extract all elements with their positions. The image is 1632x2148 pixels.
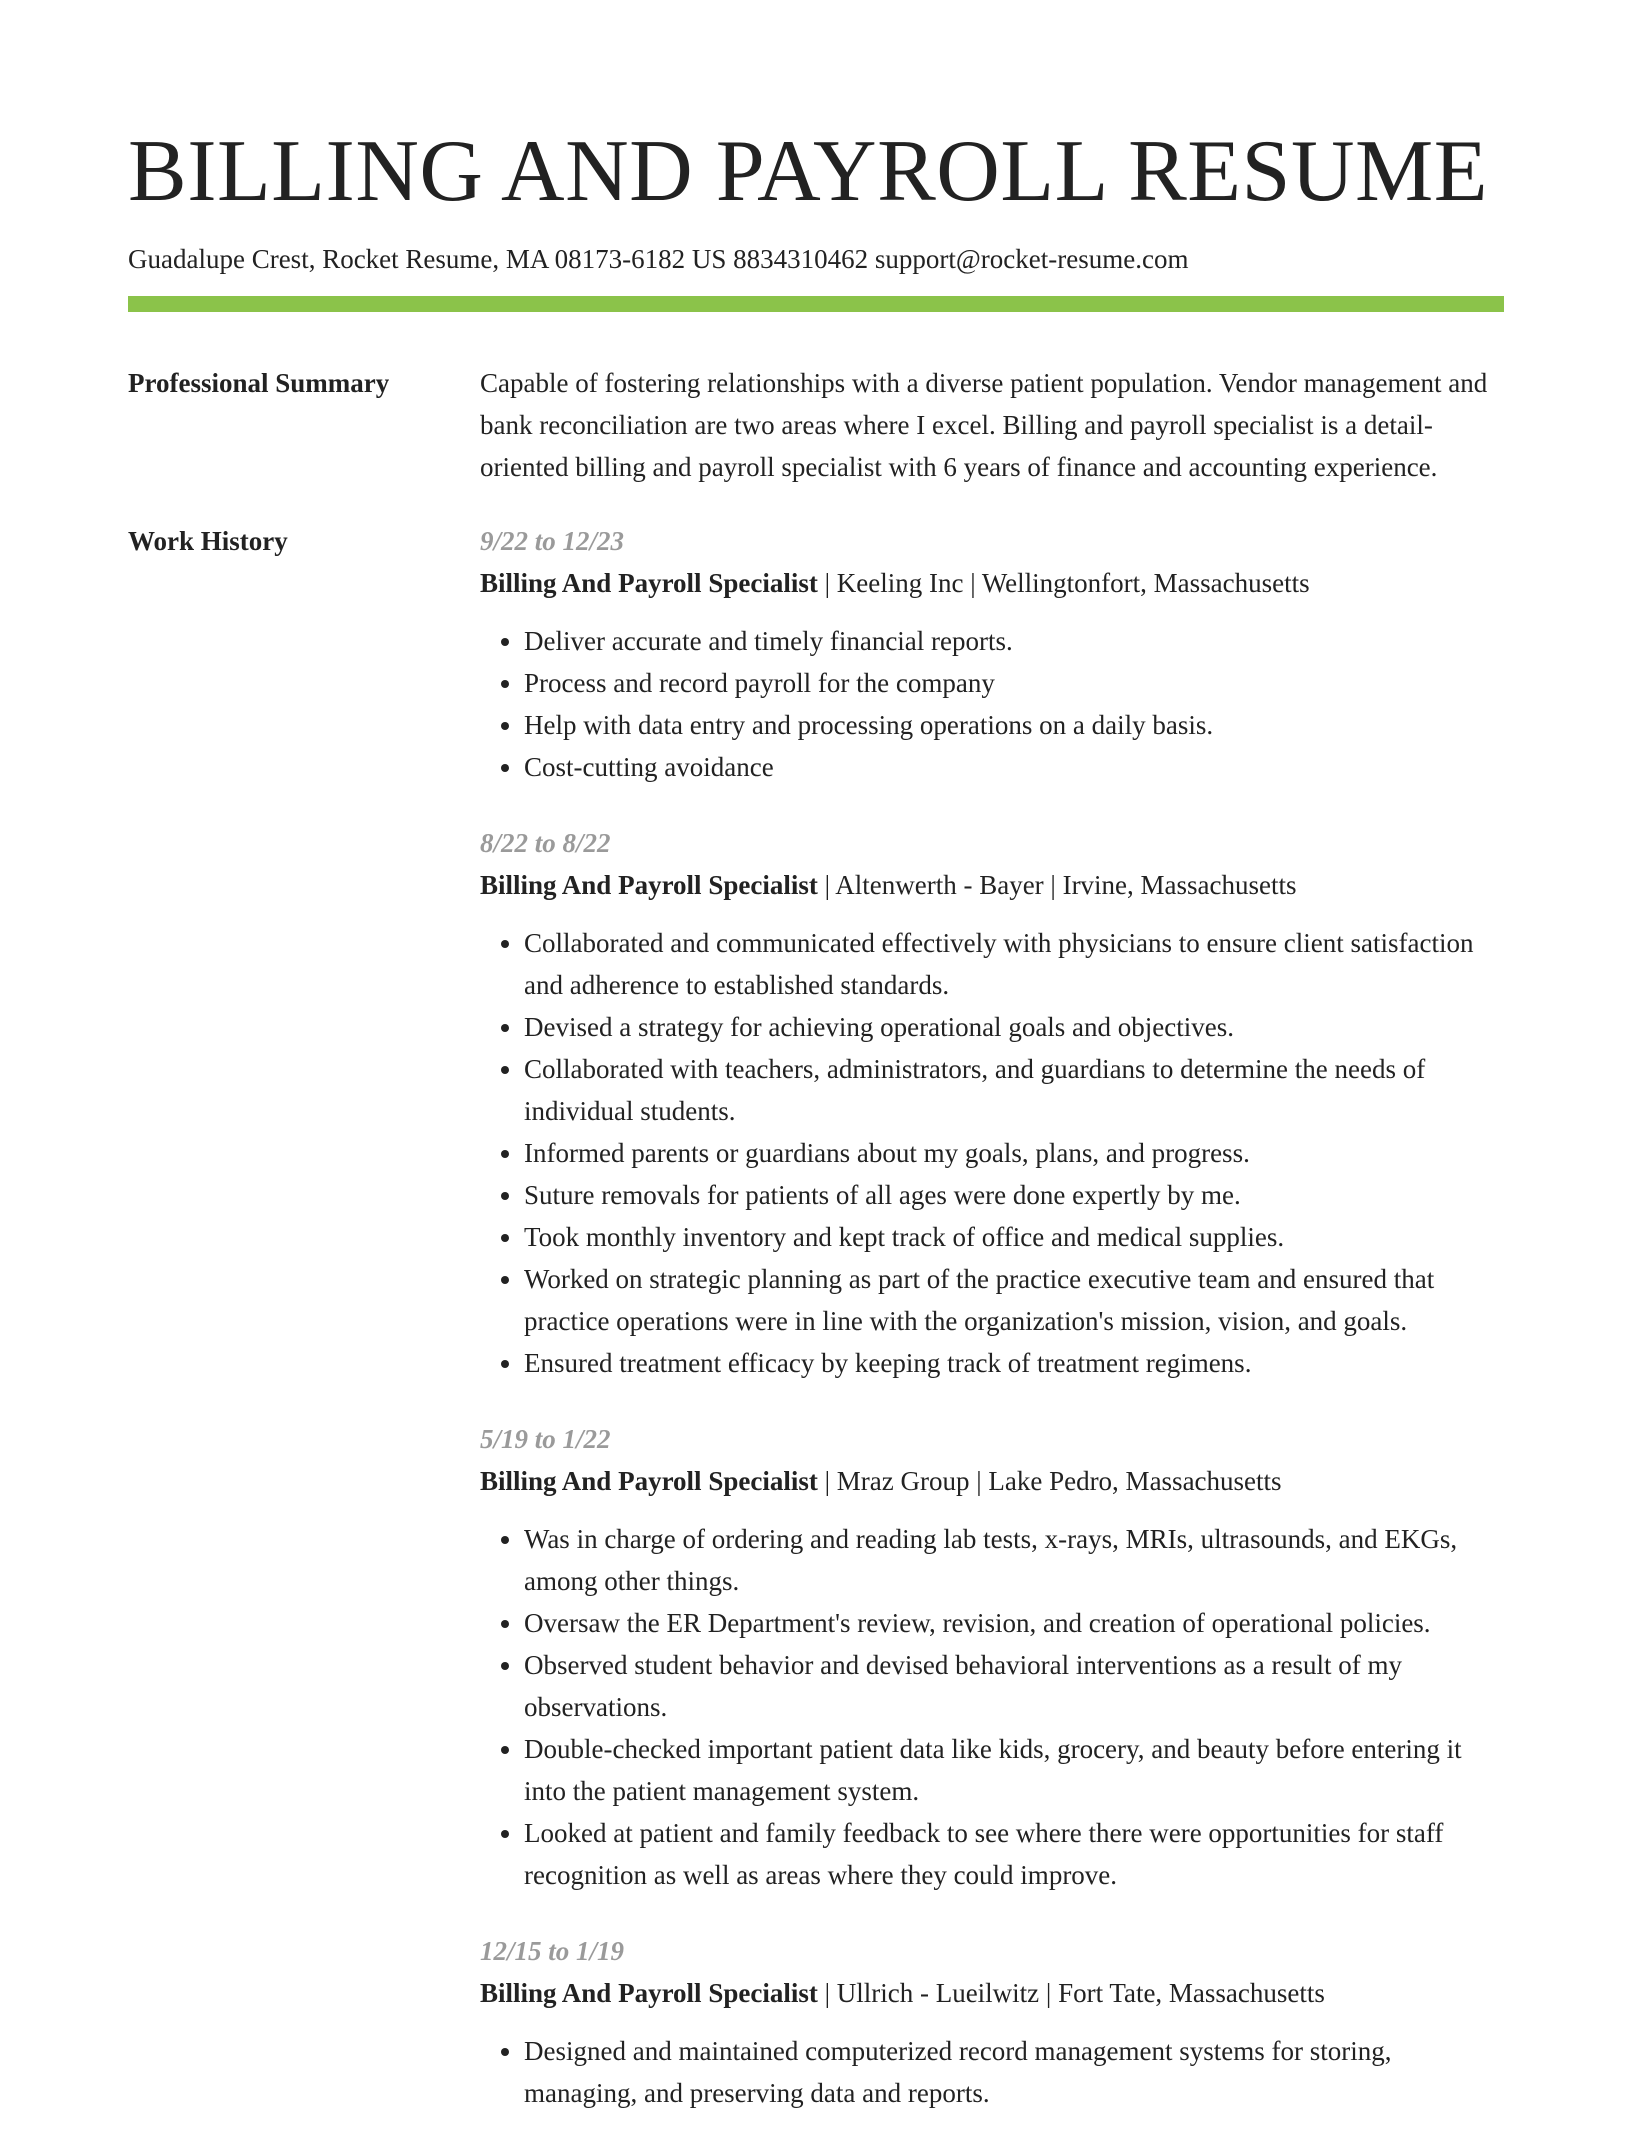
- job-separator: |: [817, 870, 836, 900]
- job-location: Lake Pedro, Massachusetts: [988, 1466, 1282, 1496]
- job-bullet-item: • Process and record payroll for the company: [524, 662, 1504, 704]
- accent-divider: [128, 296, 1504, 312]
- job-dates: 8/22 to 8/22: [480, 828, 611, 858]
- job-dates: 9/22 to 12/23: [480, 526, 625, 556]
- job-bullet-item: • Collaborated with teachers, administrators, and guardians to determine the needs of individual students.: [524, 1048, 1504, 1132]
- job-separator: |: [817, 568, 837, 598]
- summary-section: [128, 362, 1504, 488]
- job-bullet-item: • Suture removals for patients of all ages were done expertly by me.: [524, 1174, 1504, 1216]
- job-bullet-item: • Collaborated and communicated effectively with physicians to ensure client satisfaction and adherence to established standards.: [524, 922, 1504, 1006]
- job-location: Irvine, Massachusetts: [1062, 870, 1297, 900]
- job-company: Keeling Inc: [836, 568, 964, 598]
- job-bullet-item: • Oversaw the ER Department's review, revision, and creation of operational policies.: [524, 1602, 1504, 1644]
- summary-heading: Professional Summary: [128, 368, 390, 398]
- job-bullet-item: • Cost-cutting avoidance: [524, 746, 1504, 788]
- work-history-list: [480, 520, 1504, 2148]
- work-history-section: [128, 520, 1504, 2148]
- job-company: Ullrich - Lueilwitz: [836, 1978, 1040, 2008]
- job-company: Altenwerth - Bayer: [835, 870, 1044, 900]
- job-location: Wellingtonfort, Massachusetts: [981, 568, 1310, 598]
- job-separator: |: [1039, 1978, 1059, 2008]
- job-bullet-item: • Deliver accurate and timely financial reports.: [524, 620, 1504, 662]
- job-bullet-item: • Devised a strategy for achieving operational goals and objectives.: [524, 1006, 1504, 1048]
- resume-title: BILLING AND PAYROLL RESUME: [128, 123, 1489, 220]
- job-bullet-item: • Informed parents or guardians about my goals, plans, and progress.: [524, 1132, 1504, 1174]
- job-bullet-list: [480, 1518, 1504, 1896]
- job-title: Billing And Payroll Specialist: [480, 1466, 818, 1496]
- job-title: Billing And Payroll Specialist: [480, 568, 818, 598]
- summary-text: Capable of fostering relationships with a diverse patient population. Vendor management and bank reconciliation are two areas where I excel. Billing and payroll specialist is a detail-oriented billing and payroll specialist with 6 years of finance and accounting experience.: [480, 368, 1488, 482]
- job-bullet-item: • Worked on strategic planning as part of the practice executive team and ensured that practice operations were in line with the organization's mission, vision, and goals.: [524, 1258, 1504, 1342]
- job-title: Billing And Payroll Specialist: [480, 870, 818, 900]
- job-separator: |: [969, 1466, 989, 1496]
- job-bullet-list: [480, 620, 1504, 788]
- job-bullet-item: • Help with data entry and processing operations on a daily basis.: [524, 704, 1504, 746]
- job-dates: 5/19 to 1/22: [480, 1424, 611, 1454]
- job-dates: 12/15 to 1/19: [480, 1936, 625, 1966]
- job-heading-line: [480, 1460, 1504, 1502]
- resume-page: [128, 0, 1504, 2148]
- job-separator: |: [1043, 870, 1063, 900]
- job-bullet-item: • Double-checked important patient data like kids, grocery, and beauty before entering it into the patient management system.: [524, 1728, 1504, 1812]
- job-bullet-item: • Ensured treatment efficacy by keeping track of treatment regimens.: [524, 1342, 1504, 1384]
- job-heading-line: [480, 864, 1504, 906]
- job-entry: [480, 1418, 1504, 1896]
- job-bullet-item: • Took monthly inventory and kept track of office and medical supplies.: [524, 1216, 1504, 1258]
- job-bullet-item: • Looked at patient and family feedback to see where there were opportunities for staff recognition as well as areas where they could improve.: [524, 1812, 1504, 1896]
- job-title: Billing And Payroll Specialist: [480, 1978, 818, 2008]
- job-bullet-item: • Designed and maintained computerized record management systems for storing, managing, and preserving data and reports.: [524, 2030, 1504, 2114]
- job-company: Mraz Group: [836, 1466, 970, 1496]
- contact-line: Guadalupe Crest, Rocket Resume, MA 08173-6182 US 8834310462 support@rocket-resume.com: [128, 244, 1189, 274]
- work-history-heading: Work History: [128, 526, 288, 556]
- job-heading-line: [480, 562, 1504, 604]
- job-separator: |: [963, 568, 982, 598]
- job-bullet-item: • Was in charge of ordering and reading lab tests, x-rays, MRIs, ultrasounds, and EKGs, among other things.: [524, 1518, 1504, 1602]
- job-entry: [480, 822, 1504, 1384]
- job-separator: |: [817, 1978, 837, 2008]
- job-entry: [480, 1930, 1504, 2114]
- job-entry: [480, 520, 1504, 788]
- job-heading-line: [480, 1972, 1504, 2014]
- job-location: Fort Tate, Massachusetts: [1058, 1978, 1325, 2008]
- job-separator: |: [817, 1466, 837, 1496]
- job-bullet-item: • Observed student behavior and devised behavioral interventions as a result of my observations.: [524, 1644, 1504, 1728]
- job-bullet-list: [480, 2030, 1504, 2114]
- job-bullet-list: [480, 922, 1504, 1384]
